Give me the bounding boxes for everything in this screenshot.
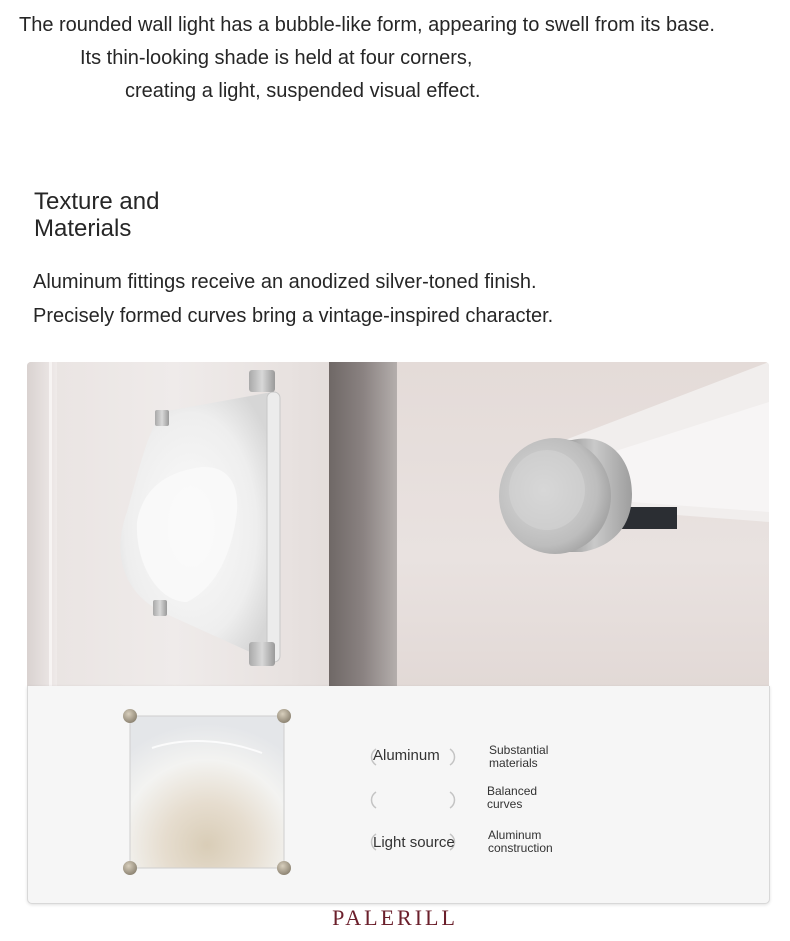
intro-line-1: The rounded wall light has a bubble-like form, appearing to swell from its base. [19, 14, 715, 36]
intro-line-3: creating a light, suspended visual effect. [125, 80, 481, 102]
spec-desc-materials [489, 744, 569, 770]
mount-closeup-photo [397, 362, 769, 686]
spec-desc-materials-line-2: materials [489, 756, 538, 770]
spec-desc-construction-line-1: Aluminum [488, 828, 542, 842]
spec-desc-materials-line-1: Substantial [489, 743, 549, 757]
spec-panel [27, 686, 770, 904]
lamp-side-illustration [27, 362, 397, 686]
spec-desc-construction-line-2: construction [488, 841, 553, 855]
spec-label-light-source: Light source [373, 834, 455, 851]
lamp-side-photo [27, 362, 397, 686]
section-title-line-2: Materials [34, 215, 132, 242]
spec-label-aluminum: Aluminum [373, 747, 440, 764]
spec-desc-construction [488, 829, 568, 855]
spec-desc-curves-line-2: curves [487, 797, 523, 811]
section-body-line-1: Aluminum fittings receive an anodized silver-toned finish. [33, 271, 537, 293]
section-title-line-1: Texture and [34, 188, 160, 215]
spec-desc-curves-line-1: Balanced [487, 784, 538, 798]
spec-desc-curves [487, 785, 567, 811]
section-body-line-2: Precisely formed curves bring a vintage-inspired character. [33, 305, 554, 327]
intro-line-2: Its thin-looking shade is held at four corners, [80, 47, 473, 69]
lampshade-front-image [122, 708, 300, 880]
mount-closeup-illustration [397, 362, 769, 686]
section-title [34, 188, 159, 242]
brand-wordmark: PALERILL [332, 905, 458, 930]
